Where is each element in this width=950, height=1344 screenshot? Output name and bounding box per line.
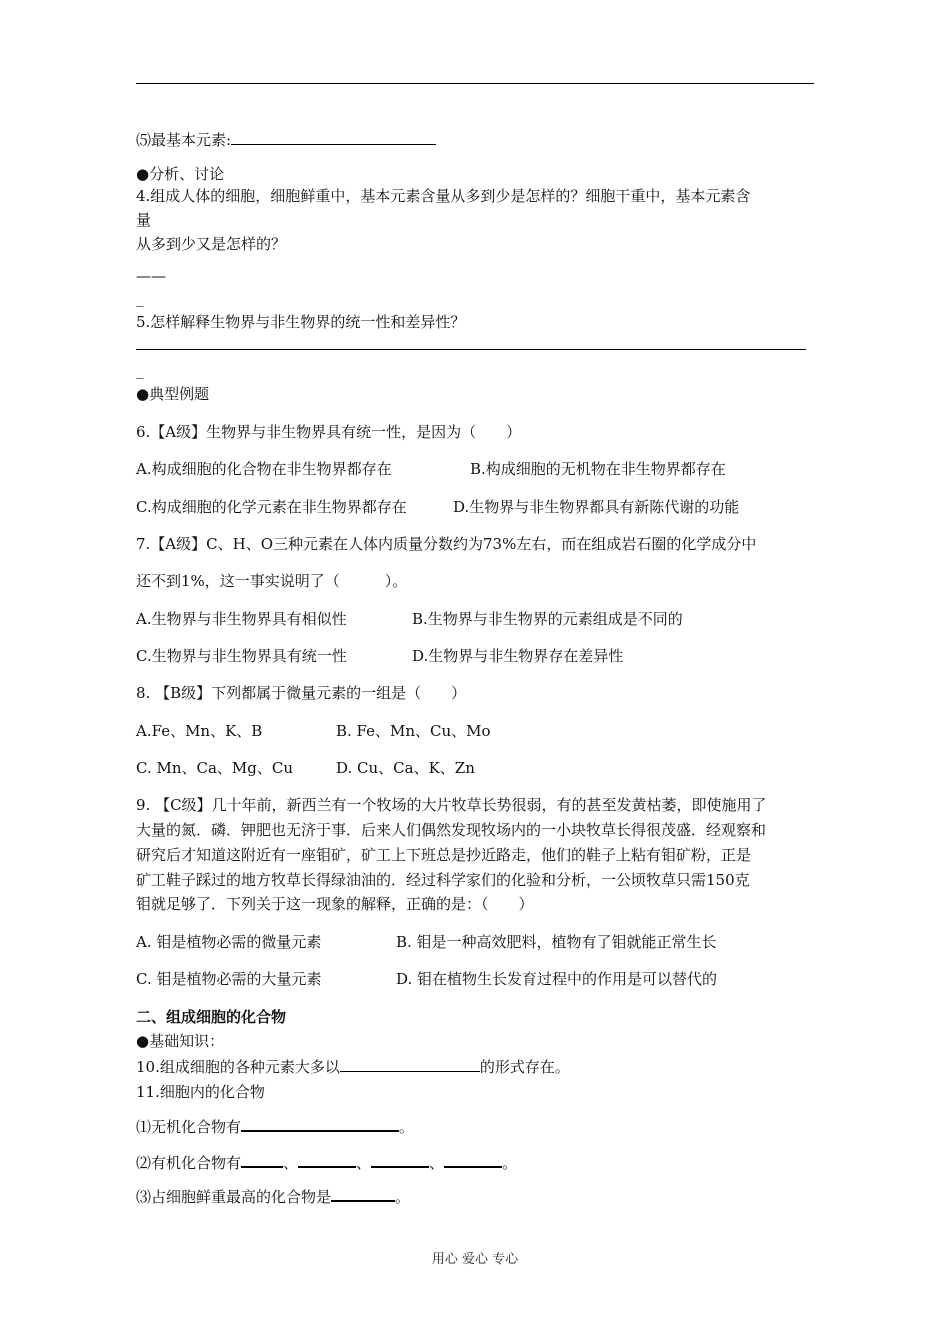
question-8: 8. 【B级】下列都属于微量元素的一组是（ ） (136, 684, 467, 702)
q5-base-element: ⑸最基本元素: (136, 129, 436, 150)
section-analysis-heading: ●分析、讨论 (136, 165, 225, 183)
q9-option-c: C. 钼是植物必需的大量元素 (136, 970, 322, 988)
question-4-answer-tail: _ (136, 289, 144, 307)
answer-blank[interactable] (241, 1151, 283, 1168)
q8-option-d: D. Cu、Ca、K、Zn (336, 759, 475, 777)
q7-option-c: C.生物界与非生物界具有统一性 (136, 647, 347, 665)
section-basics-heading: ●基础知识： (136, 1032, 225, 1050)
header-rule (136, 83, 814, 84)
question-4-line2: 量 (136, 211, 152, 229)
page-footer: 用心 爱心 专心 (431, 1252, 519, 1267)
q8-option-a: A.Fe、Mn、K、B (136, 722, 263, 740)
question-7-line2: 还不到1%，这一事实说明了（ ）。 (136, 572, 408, 590)
q6-option-a: A.构成细胞的化合物在非生物界都存在 (136, 460, 392, 478)
question-9-line2: 大量的氮．磷．钾肥也无济于事．后来人们偶然发现牧场内的一小块牧草长得很茂盛．经观察和 (136, 821, 767, 839)
section-2-heading: 二、组成细胞的化合物 (136, 1008, 287, 1026)
answer-blank[interactable] (444, 1151, 502, 1168)
question-5-answer-tail: _ (136, 361, 144, 379)
question-11: 11.细胞内的化合物 (136, 1083, 265, 1101)
answer-blank[interactable] (241, 1115, 399, 1132)
q11-organic: ⑵有机化合物有 、 、 、 。 (136, 1151, 517, 1173)
q8-option-b: B. Fe、Mn、Cu、Mo (336, 722, 491, 740)
question-4-line1: 4.组成人体的细胞，细胞鲜重中，基本元素含量从多到少是怎样的？细胞干重中，基本元素含 (136, 187, 751, 205)
q7-option-b: B.生物界与非生物界的元素组成是不同的 (412, 610, 683, 628)
answer-blank[interactable] (340, 1056, 480, 1072)
question-7-line1: 7.【A级】C、H、O三种元素在人体内质量分数约为73%左右，而在组成岩石圈的化学成分中 (136, 535, 757, 553)
q9-option-a: A. 钼是植物必需的微量元素 (136, 933, 322, 951)
question-4-line3: 从多到少又是怎样的？ (136, 235, 287, 253)
question-5-answer-line[interactable] (136, 349, 806, 350)
q11-inorganic: ⑴无机化合物有 。 (136, 1115, 414, 1137)
section-examples-heading: ●典型例题 (136, 385, 210, 403)
answer-blank[interactable] (231, 129, 436, 145)
question-4-answer: —— (136, 267, 166, 285)
q7-option-a: A.生物界与非生物界具有相似性 (136, 610, 347, 628)
q9-option-d: D. 钼在植物生长发育过程中的作用是可以替代的 (396, 970, 718, 988)
question-5: 5.怎样解释生物界与非生物界的统一性和差异性？ (136, 313, 466, 331)
q7-option-d: D.生物界与非生物界存在差异性 (412, 647, 624, 665)
question-9-line3: 研究后才知道这附近有一座钼矿，矿工上下班总是抄近路走，他们的鞋子上粘有钼矿粉，正是 (136, 846, 752, 864)
answer-blank[interactable] (331, 1185, 395, 1202)
q8-option-c: C. Mn、Ca、Mg、Cu (136, 759, 294, 777)
q9-option-b: B. 钼是一种高效肥料，植物有了钼就能正常生长 (396, 933, 717, 951)
q6-option-b: B.构成细胞的无机物在非生物界都存在 (470, 460, 726, 478)
question-6: 6.【A级】生物界与非生物界具有统一性，是因为（ ） (136, 423, 522, 441)
q6-option-d: D.生物界与非生物界都具有新陈代谢的功能 (453, 498, 740, 516)
question-9-line1: 9. 【C级】几十年前，新西兰有一个牧场的大片牧草长势很弱，有的甚至发黄枯萎，即使施用了 (136, 796, 767, 814)
question-9-line5: 钼就足够了．下列关于这一现象的解释，正确的是：（ ） (136, 895, 534, 913)
question-10: 10.组成细胞的各种元素大多以 的形式存在。 (136, 1058, 570, 1076)
answer-blank[interactable] (371, 1151, 429, 1168)
q11-highest-fresh-weight: ⑶占细胞鲜重最高的化合物是 。 (136, 1185, 410, 1207)
question-9-line4: 矿工鞋子踩过的地方牧草长得绿油油的．经过科学家们的化验和分析，一公顷牧草只需150克 (136, 871, 750, 889)
q6-option-c: C.构成细胞的化学元素在非生物界都存在 (136, 498, 407, 516)
answer-blank[interactable] (298, 1151, 356, 1168)
